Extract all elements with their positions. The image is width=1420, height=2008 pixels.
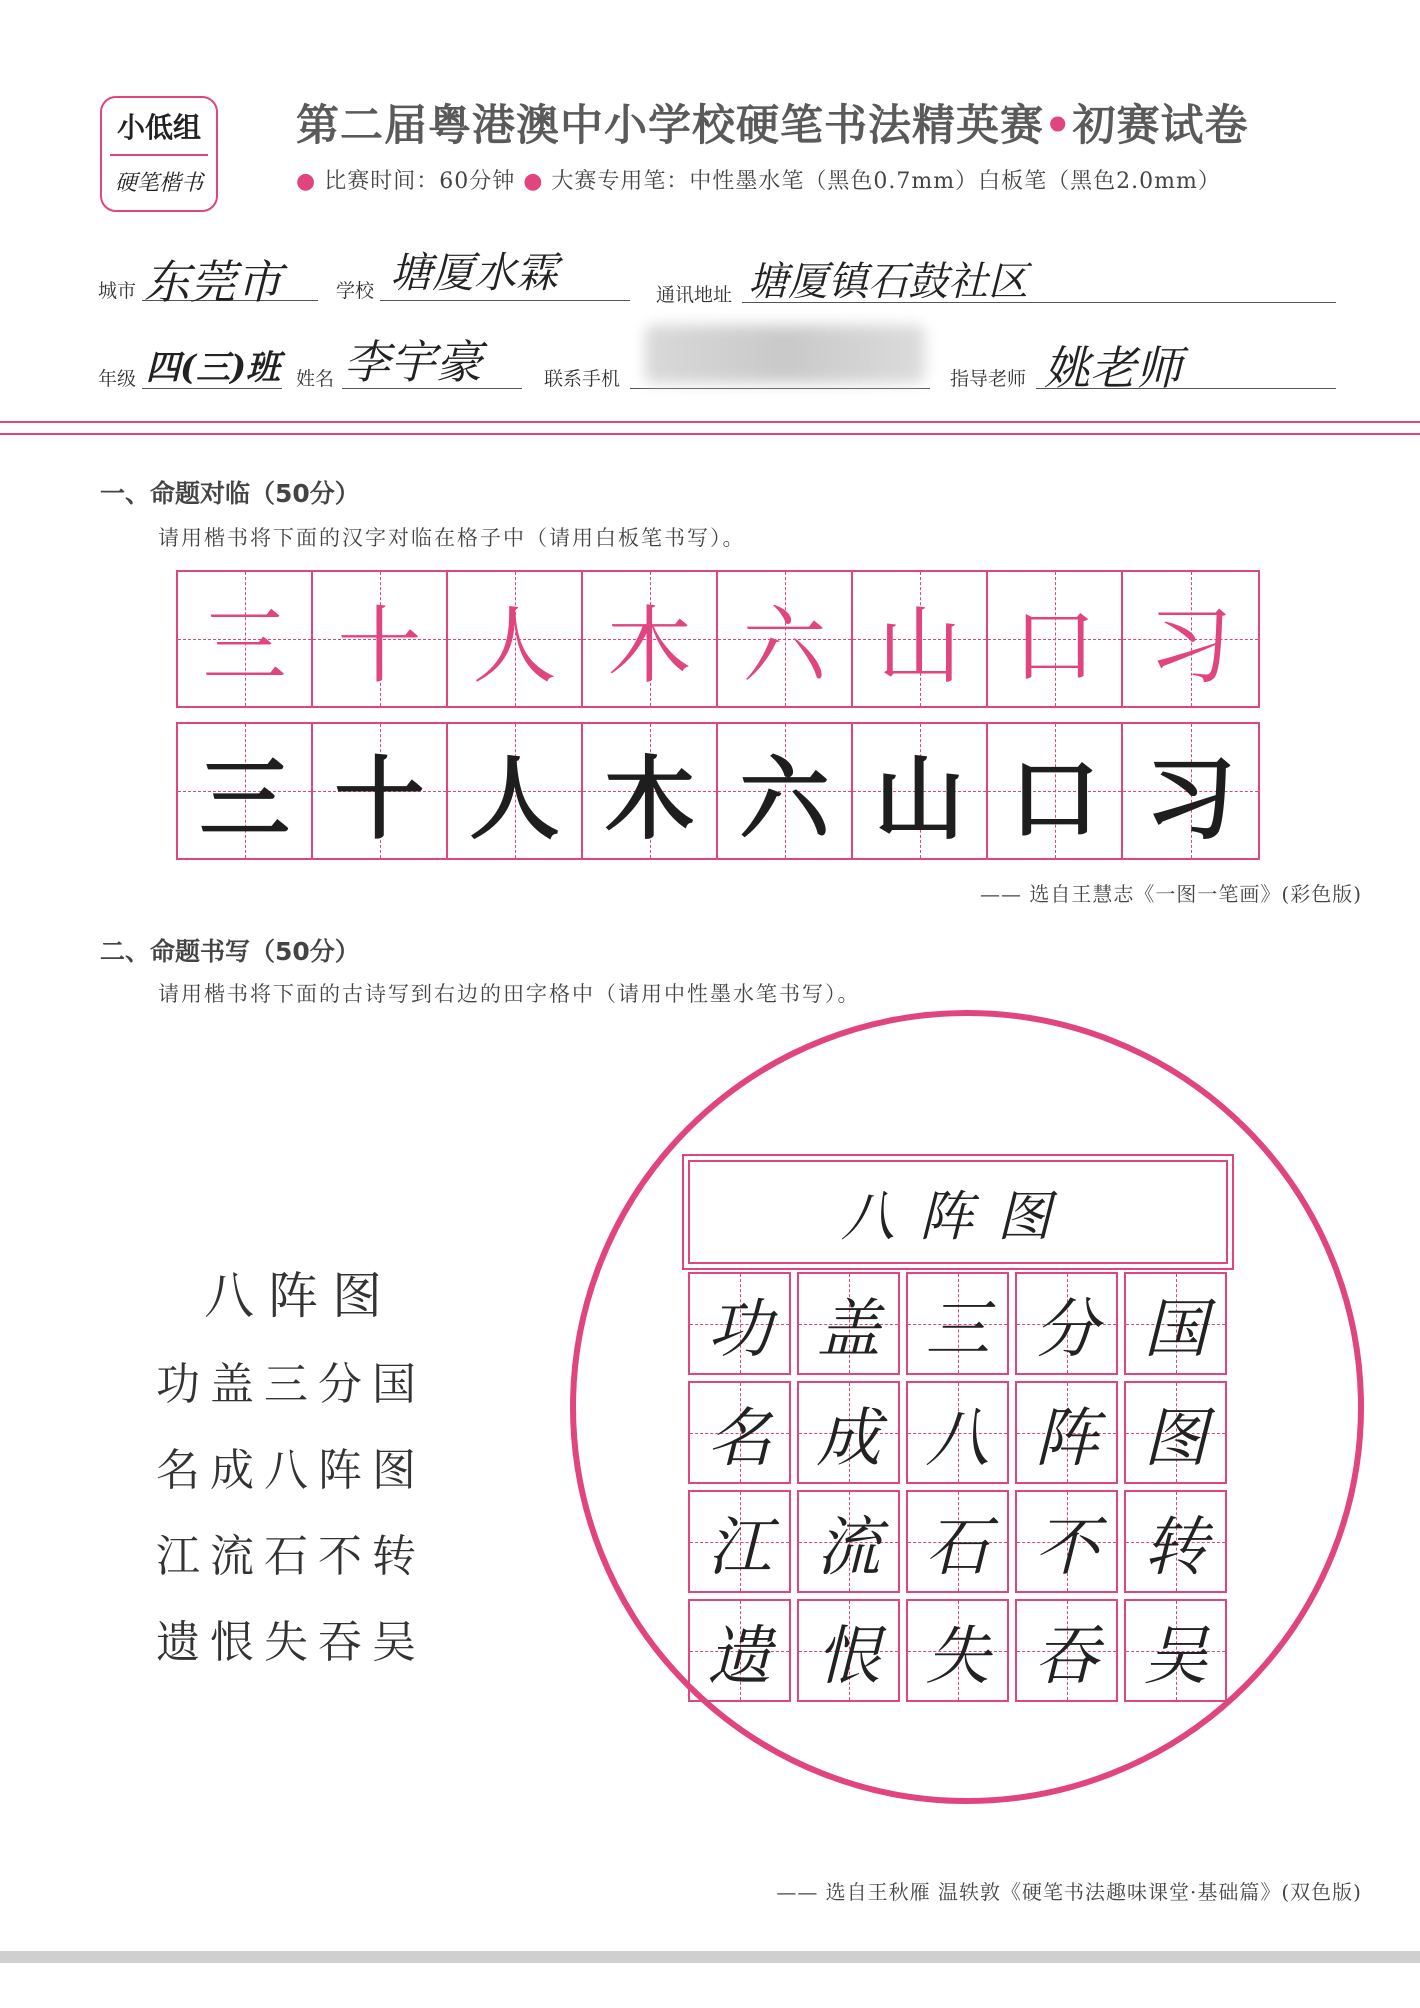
written-character: 不 — [1034, 1510, 1099, 1585]
copied-character: 三 — [199, 747, 290, 852]
poem-title: 八阵图 — [204, 1267, 396, 1325]
grid-cell — [988, 572, 1123, 706]
section2-source: —— 选自王秋雁 温轶敦《硬笔书法趣味课堂·基础篇》(双色版) — [776, 1880, 1362, 1904]
city-label: 城市 — [98, 280, 137, 302]
practice-cell[interactable] — [906, 1272, 1009, 1375]
model-character: 十 — [337, 596, 422, 695]
grid-cell — [718, 572, 853, 706]
section1-instruction: 请用楷书将下面的汉字对临在格子中（请用白板笔书写）。 — [158, 526, 746, 550]
name-field[interactable]: 李宇豪 — [344, 335, 482, 389]
written-title-box[interactable] — [688, 1160, 1228, 1264]
model-character: 三 — [202, 596, 287, 695]
page-title — [296, 92, 1248, 153]
grid-cell[interactable] — [313, 724, 448, 858]
practice-cell[interactable] — [1015, 1381, 1118, 1484]
copy-character-row — [176, 722, 1260, 860]
badge-style-label: 硬笔楷书 — [114, 171, 203, 196]
written-character: 分 — [1034, 1292, 1099, 1367]
grid-cell — [583, 572, 718, 706]
practice-row — [688, 1599, 1228, 1702]
practice-cell[interactable] — [1124, 1599, 1227, 1702]
city-field[interactable]: 东莞市 — [144, 255, 282, 309]
phone-label: 联系手机 — [544, 368, 621, 390]
written-character: 江 — [707, 1510, 772, 1585]
written-character: 三 — [925, 1292, 990, 1367]
written-character: 成 — [816, 1401, 881, 1476]
written-character: 流 — [816, 1510, 881, 1585]
model-character: 习 — [1148, 596, 1233, 695]
practice-cell[interactable] — [1015, 1599, 1118, 1702]
practice-cell[interactable] — [797, 1599, 900, 1702]
written-character: 八 — [925, 1401, 990, 1476]
written-character: 吞 — [1034, 1619, 1099, 1694]
practice-row — [688, 1490, 1228, 1593]
copied-character: 人 — [469, 747, 560, 852]
copied-character: 口 — [1009, 747, 1100, 852]
practice-cell[interactable] — [797, 1272, 900, 1375]
school-field-line — [380, 300, 630, 301]
practice-cell[interactable] — [797, 1381, 900, 1484]
model-character-row — [176, 570, 1260, 708]
section2-instruction: 请用楷书将下面的古诗写到右边的田字格中（请用中性墨水笔书写）。 — [158, 982, 861, 1006]
practice-cell[interactable] — [1015, 1490, 1118, 1593]
model-character: 六 — [742, 596, 827, 695]
written-character: 图 — [1143, 1401, 1208, 1476]
group-badge — [100, 96, 218, 212]
badge-divider — [110, 154, 208, 156]
grid-cell — [313, 572, 448, 706]
exam-time: 比赛时间：60分钟 — [324, 169, 516, 194]
practice-cell[interactable] — [906, 1599, 1009, 1702]
poem-line: 遗恨失吞吴 — [156, 1617, 426, 1668]
exam-pens: 大赛专用笔：中性墨水笔（黑色0.7mm）白板笔（黑色2.0mm） — [551, 169, 1221, 194]
practice-cell[interactable] — [1124, 1381, 1227, 1484]
practice-cell[interactable] — [797, 1490, 900, 1593]
practice-grid — [688, 1272, 1228, 1708]
grid-cell[interactable] — [1123, 724, 1258, 858]
grid-cell[interactable] — [448, 724, 583, 858]
section1-title: 一、命题对临（50分） — [100, 479, 360, 508]
model-character: 口 — [1012, 596, 1097, 695]
practice-cell[interactable] — [1124, 1490, 1227, 1593]
written-character: 阵 — [1034, 1401, 1099, 1476]
written-character: 转 — [1143, 1510, 1208, 1585]
phone-field-line — [630, 388, 930, 389]
section1-source: —— 选自王慧志《一图一笔画》(彩色版) — [980, 882, 1362, 906]
grid-cell — [1123, 572, 1258, 706]
grid-cell[interactable] — [853, 724, 988, 858]
copied-character: 六 — [739, 747, 830, 852]
copied-character: 木 — [604, 747, 695, 852]
practice-row — [688, 1381, 1228, 1484]
practice-cell[interactable] — [688, 1381, 791, 1484]
address-field[interactable]: 塘厦镇石鼓社区 — [748, 259, 1028, 305]
copied-character: 习 — [1145, 747, 1236, 852]
practice-cell[interactable] — [1015, 1272, 1118, 1375]
written-character: 恨 — [816, 1619, 881, 1694]
title-tail: 初赛试卷 — [1072, 101, 1249, 151]
written-character: 石 — [925, 1510, 990, 1585]
practice-cell[interactable] — [906, 1490, 1009, 1593]
practice-cell[interactable] — [688, 1272, 791, 1375]
model-character: 山 — [877, 596, 962, 695]
poem-line: 江流石不转 — [156, 1531, 426, 1582]
grade-label: 年级 — [98, 368, 137, 390]
copied-character: 十 — [334, 747, 425, 852]
name-label: 姓名 — [296, 368, 335, 390]
grid-cell[interactable] — [178, 724, 313, 858]
written-character: 国 — [1143, 1292, 1208, 1367]
exam-info — [296, 164, 1221, 195]
header-divider-bottom — [0, 433, 1420, 435]
written-character: 盖 — [816, 1292, 881, 1367]
grade-field[interactable]: 四(三)班 — [146, 348, 281, 388]
written-character: 遗 — [707, 1619, 772, 1694]
title-main: 第二届粤港澳中小学校硬笔书法精英赛 — [296, 101, 1044, 151]
grid-cell — [853, 572, 988, 706]
poem-line: 名成八阵图 — [156, 1445, 426, 1496]
grid-cell[interactable] — [988, 724, 1123, 858]
practice-row — [688, 1272, 1228, 1375]
practice-cell[interactable] — [906, 1381, 1009, 1484]
grid-cell — [178, 572, 313, 706]
copied-character: 山 — [874, 747, 965, 852]
title-dot: • — [1044, 101, 1073, 151]
grid-cell[interactable] — [718, 724, 853, 858]
written-title: 八阵图 — [841, 1184, 1075, 1248]
header-divider-top — [0, 421, 1420, 423]
grid-cell — [448, 572, 583, 706]
practice-cell[interactable] — [688, 1599, 791, 1702]
teacher-label: 指导老师 — [950, 368, 1027, 390]
poem-text — [156, 1348, 426, 1670]
practice-cell[interactable] — [688, 1490, 791, 1593]
school-field[interactable]: 塘厦水霖 — [390, 248, 559, 297]
phone-field-redacted[interactable] — [645, 325, 925, 383]
poem-line: 功盖三分国 — [156, 1359, 426, 1410]
written-character: 失 — [925, 1619, 990, 1694]
written-character: 名 — [707, 1401, 772, 1476]
written-character: 功 — [707, 1292, 772, 1367]
teacher-field[interactable]: 姚老师 — [1044, 341, 1182, 395]
practice-cell[interactable] — [1124, 1272, 1227, 1375]
model-character: 木 — [607, 596, 692, 695]
bottom-edge-bar — [0, 1951, 1420, 1963]
bullet-icon: ● — [523, 169, 544, 194]
school-label: 学校 — [336, 280, 375, 302]
bullet-icon: ● — [296, 169, 317, 194]
grid-cell[interactable] — [583, 724, 718, 858]
address-label: 通讯地址 — [656, 284, 733, 306]
badge-group-label: 小低组 — [116, 111, 201, 144]
section2-title: 二、命题书写（50分） — [100, 937, 360, 966]
model-character: 人 — [472, 596, 557, 695]
written-character: 吴 — [1143, 1619, 1208, 1694]
